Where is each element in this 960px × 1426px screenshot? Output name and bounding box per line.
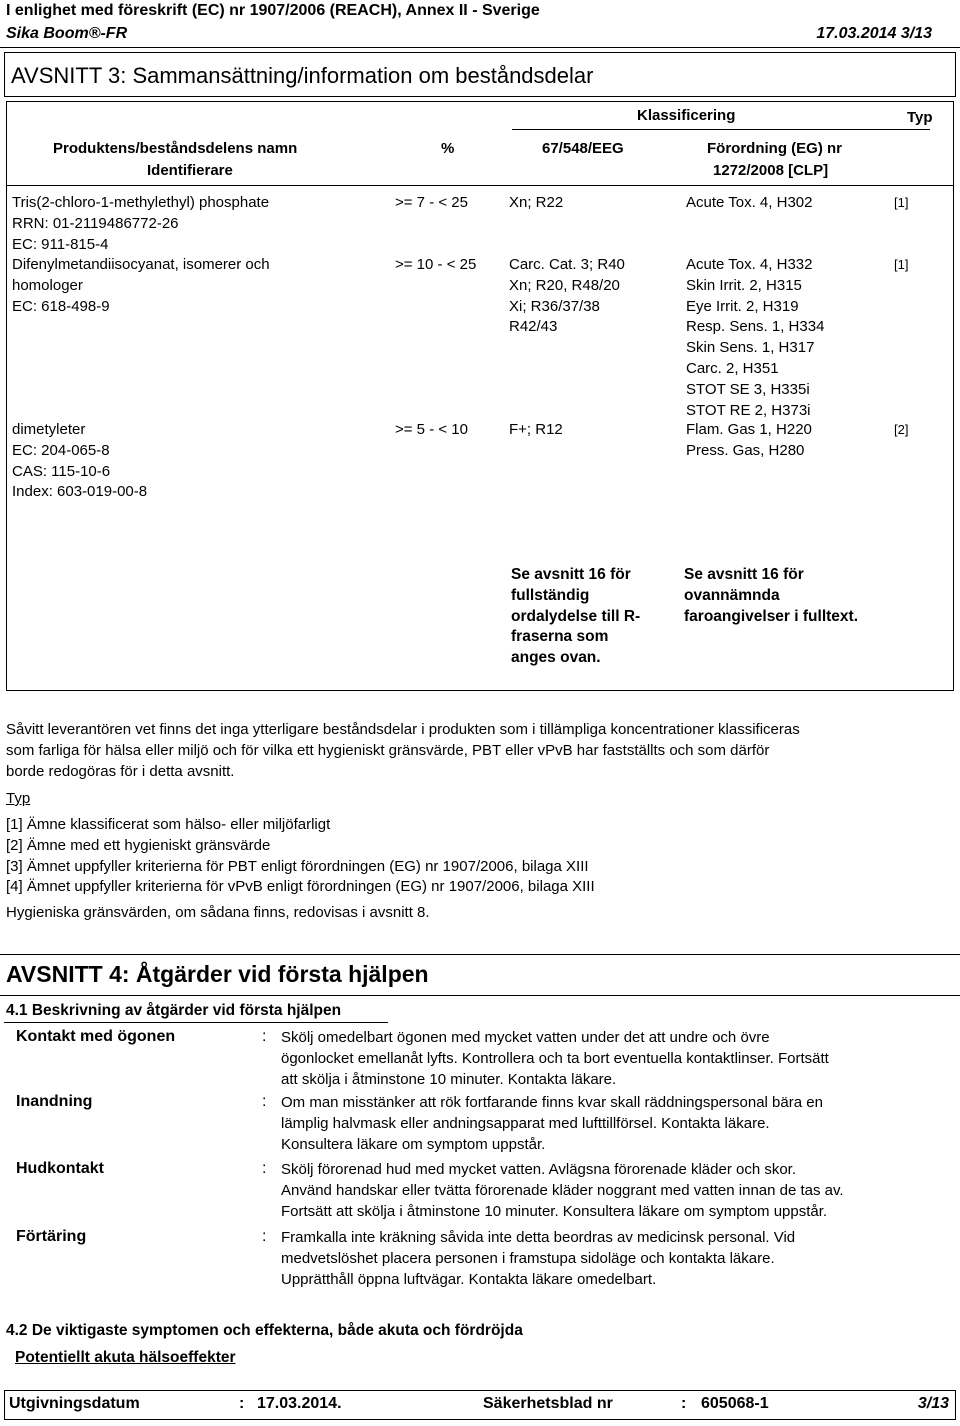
issue-date-label: Utgivningsdatum xyxy=(9,1395,140,1412)
row2-eec: Carc. Cat. 3; R40 Xn; R20, R48/20 Xi; R36/37/38 R42/43 xyxy=(509,256,625,336)
product-name: Sika Boom®-FR xyxy=(6,25,128,42)
skin-contact-label: Hudkontakt xyxy=(16,1160,104,1177)
subtitle-4-1-rule xyxy=(4,1022,388,1023)
row1-type: [1] xyxy=(894,195,909,210)
row3-type: [2] xyxy=(894,422,909,437)
ingestion-label: Förtäring xyxy=(16,1228,87,1245)
clp-note: Se avsnitt 16 för ovannämnda faroangivelser i fulltext. xyxy=(684,566,858,625)
sds-number-value: 605068-1 xyxy=(701,1395,769,1412)
supplier-paragraph: Såvitt leverantören vet finns det inga ytterligare beståndsdelar i produkten som i tillämpliga koncentrationer klassificeras som farliga för hälsa eller miljö och för vilka ett hygieniskt gränsvärde, PBT eller vPvB har fastställts och som därför borde redogöras för i detta avsnitt. xyxy=(6,721,800,780)
inhalation-colon: : xyxy=(262,1093,267,1110)
acute-effects-heading: Potentiellt akuta hälsoeffekter xyxy=(15,1349,236,1366)
page-footer xyxy=(4,1390,956,1420)
document-title: I enlighet med föreskrift (EC) nr 1907/2006 (REACH), Annex II - Sverige xyxy=(6,2,540,19)
subtitle-4-1: 4.1 Beskrivning av åtgärder vid första hjälpen xyxy=(6,1002,342,1019)
eye-contact-colon: : xyxy=(262,1028,267,1045)
ingestion-colon: : xyxy=(262,1228,267,1245)
row3-percent: >= 5 - < 10 xyxy=(395,421,468,438)
row2-clp: Acute Tox. 4, H332 Skin Irrit. 2, H315 Eye Irrit. 2, H319 Resp. Sens. 1, H334 Skin Sens. 1, H317 Carc. 2, H351 STOT SE 3, H335i STOT RE 2, H373i xyxy=(686,256,825,419)
row2-percent: >= 10 - < 25 xyxy=(395,256,477,273)
section4-header xyxy=(0,954,960,996)
header-classification: Klassificering xyxy=(637,107,736,124)
header-percent: % xyxy=(441,140,455,157)
sds-number-label: Säkerhetsblad nr xyxy=(483,1395,613,1412)
row1-eec: Xn; R22 xyxy=(509,194,564,211)
row3-name: dimetyleter EC: 204-065-8 CAS: 115-10-6 Index: 603-019-00-8 xyxy=(12,421,148,501)
eye-contact-label: Kontakt med ögonen xyxy=(16,1028,176,1045)
row3-eec: F+; R12 xyxy=(509,421,563,438)
subtitle-4-2: 4.2 De viktigaste symptomen och effekterna, både akuta och fördröjda xyxy=(6,1322,523,1339)
header-identifier: Identifierare xyxy=(147,162,233,179)
header-eec: 67/548/EEG xyxy=(542,140,624,157)
section3-header xyxy=(4,52,956,97)
eec-note: Se avsnitt 16 för fullständig ordalydelse till R- fraserna som anges ovan. xyxy=(511,566,641,667)
row1-name: Tris(2-chloro-1-methylethyl) phosphate RRN: 01-2119486772-26 EC: 911-815-4 xyxy=(12,194,270,253)
skin-contact-colon: : xyxy=(262,1160,267,1177)
sds-number-colon: : xyxy=(681,1395,687,1412)
section4-title: AVSNITT 4: Åtgärder vid första hjälpen xyxy=(6,961,429,987)
header-name: Produktens/beståndsdelens namn xyxy=(53,140,298,157)
skin-contact-text: Skölj förorenad hud med mycket vatten. Avlägsna förorenade kläder och skor. Använd handskar eller tvätta förorenade kläder noggrant med vatten innan de tas av. Fortsätt att skölja i åtminstone 10 minuter. Konsultera läkare om symptom uppstår. xyxy=(281,1161,844,1220)
row2-name: Difenylmetandiisocyanat, isomerer och homologer EC: 618-498-9 xyxy=(12,256,270,315)
hygiene-note: Hygieniska gränsvärden, om sådana finns, redovisas i avsnitt 8. xyxy=(6,904,430,921)
section3-title: AVSNITT 3: Sammansättning/information om beståndsdelar xyxy=(11,63,594,88)
type-list: [1] Ämne klassificerat som hälso- eller miljöfarligt [2] Ämne med ett hygieniskt gränsvärde [3] Ämnet uppfyller kriterierna för PBT enligt förordningen (EG) nr 1907/2006, bilaga XIII [4] Ämnet uppfyller kriterierna för vPvB enligt förordningen (EG) nr 1907/2006, bilaga XIII xyxy=(6,816,595,896)
inhalation-label: Inandning xyxy=(16,1093,93,1110)
row2-type: [1] xyxy=(894,257,909,272)
type-heading: Typ xyxy=(6,790,31,807)
issue-date-colon: : xyxy=(239,1395,245,1412)
row1-clp: Acute Tox. 4, H302 xyxy=(686,194,813,211)
classification-rule xyxy=(512,129,930,130)
inhalation-text: Om man misstänker att rök fortfarande finns kvar skall räddningspersonal bära en lämplig halvmask eller andningsapparat med lufttillförsel. Kontakta läkare. Konsultera läkare om symptom uppstår. xyxy=(281,1094,823,1153)
header-rule xyxy=(0,47,960,48)
ingestion-text: Framkalla inte kräkning såvida inte detta beordras av medicinsk personal. Vid medvetslöshet placera personen i framstupa sidoläge och kontakta läkare. Upprätthåll öppna luftvägar. Kontakta läkare omedelbart. xyxy=(281,1229,796,1288)
header-rule xyxy=(7,185,953,186)
date-page: 17.03.2014 3/13 xyxy=(816,25,932,42)
eye-contact-text: Skölj omedelbart ögonen med mycket vatten under det att undre och övre ögonlocket emellanåt lyfts. Kontrollera och ta bort eventuella kontaktlinser. Fortsätt att skölja i åtminstone 10 minuter. Kontakta läkare. xyxy=(281,1029,829,1088)
composition-table xyxy=(6,101,954,691)
header-clp-line2: 1272/2008 [CLP] xyxy=(713,162,829,179)
row1-percent: >= 7 - < 25 xyxy=(395,194,468,211)
footer-page: 3/13 xyxy=(917,1395,949,1412)
header-type: Typ xyxy=(907,109,933,126)
header-clp-line1: Förordning (EG) nr xyxy=(707,140,842,157)
row3-clp: Flam. Gas 1, H220 Press. Gas, H280 xyxy=(686,421,812,459)
issue-date-value: 17.03.2014. xyxy=(257,1395,342,1412)
